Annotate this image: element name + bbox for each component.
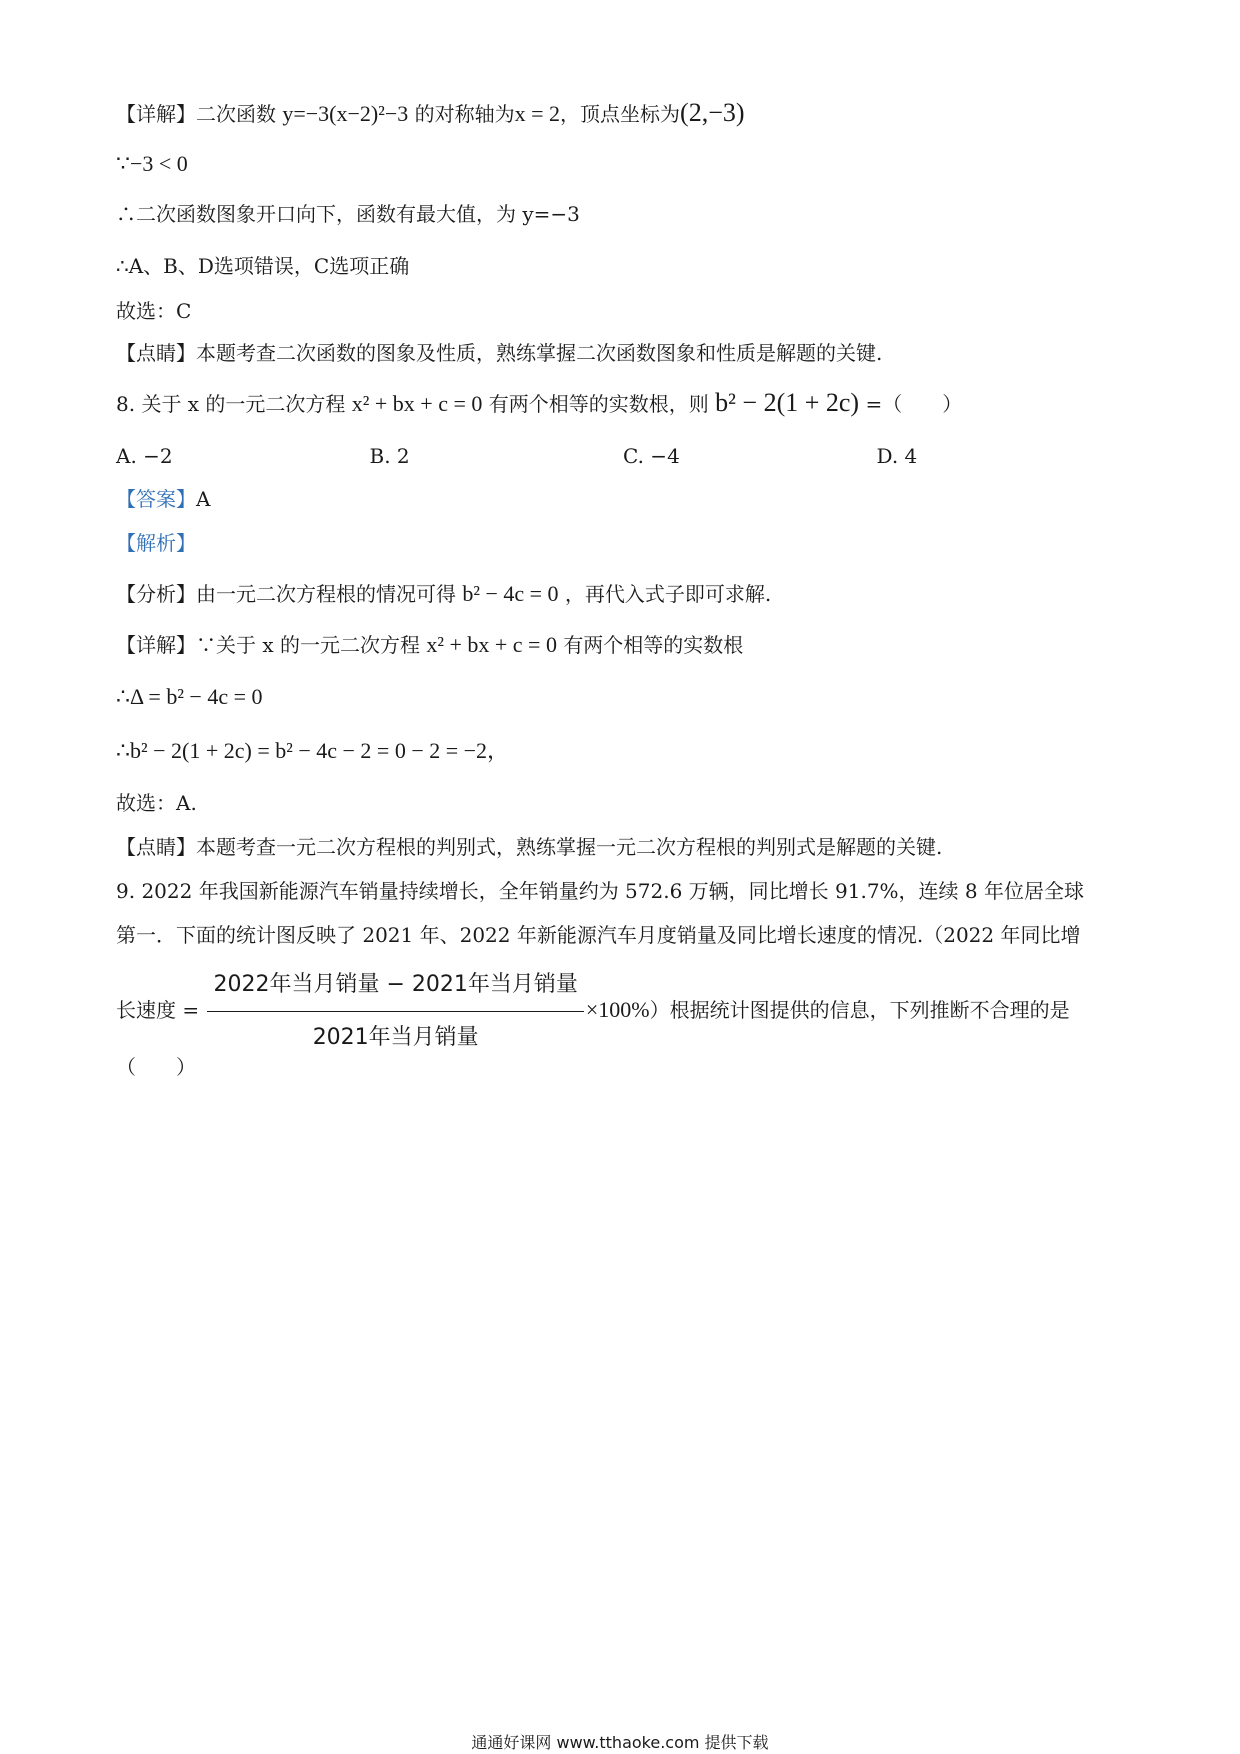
text: ，顶点坐标为 (560, 102, 681, 126)
growth-rate-fraction (207, 962, 583, 1061)
question-9-line-3 (116, 962, 1130, 1061)
formula: y=−3(x−2)²−3 (282, 101, 409, 126)
options-row (116, 441, 1130, 471)
delta-line: ∴Δ = b² − 4c = 0 (116, 684, 263, 709)
choose-line-2: 故选：A. (116, 791, 197, 815)
text: ∵关于 x 的一元二次方程 (196, 633, 420, 657)
formula: x² + bx + c = 0 (351, 391, 483, 416)
question-9-line-2: 第一．下面的统计图反映了 2021 年、2022 年新能源汽车月度销量及同比增长速度的情况.（2022 年同比增 (116, 923, 1081, 947)
question-text: 有两个相等的实数根，则 (488, 392, 709, 416)
formula: ×100% (585, 997, 650, 1022)
analysis-line (116, 579, 1130, 609)
calc-line: ∴b² − 2(1 + 2c) = b² − 4c − 2 = 0 − 2 = −2， (116, 738, 510, 763)
page-footer: 通通好课网 www.tthaoke.com 提供下载 (471, 1733, 769, 1752)
formula-axis: x = 2 (514, 101, 561, 126)
detail-line-2 (116, 630, 1130, 660)
formula: b² − 4c = 0 (462, 581, 559, 606)
fraction-denominator: 2021年当月销量 (312, 1025, 479, 1050)
comment-line-1 (116, 338, 1130, 368)
text: 的对称轴为 (414, 102, 515, 126)
detail-tag: 【详解】 (116, 102, 196, 126)
answer-line (116, 484, 1130, 514)
answer-value: A (196, 487, 211, 511)
comment-tag: 【点睛】 (116, 341, 196, 365)
detail-tag: 【详解】 (116, 633, 196, 657)
analysis-tag: 【分析】 (116, 582, 196, 606)
formula: b² − 2(1 + 2c) (715, 388, 860, 417)
question-text: =（ ） (865, 392, 963, 416)
therefore-line-1: ∴二次函数图象开口向下，函数有最大值，为 y=−3 (116, 202, 580, 226)
formula-vertex: (2,−3) (680, 98, 745, 127)
comment-line-2 (116, 832, 1130, 862)
comment-tag: 【点睛】 (116, 835, 196, 859)
text: ，再代入式子即可求解. (564, 582, 772, 606)
jiexi-tag: 【解析】 (116, 531, 196, 555)
since-line: ∵−3 < 0 (116, 151, 188, 176)
formula: x² + bx + c = 0 (426, 632, 557, 657)
question-9-line-4: （ ） (116, 1055, 196, 1079)
fraction-numerator: 2022年当月销量 − 2021年当月销量 (207, 962, 583, 1012)
text: 长速度 = (116, 998, 200, 1022)
comment-text: 本题考查二次函数的图象及性质，熟练掌握二次函数图象和性质是解题的关键. (196, 341, 883, 365)
text: 有两个相等的实数根 (563, 633, 744, 657)
option-a: A. −2 (116, 444, 173, 468)
text: ）根据统计图提供的信息，下列推断不合理的是 (649, 998, 1070, 1022)
option-d: D. 4 (876, 444, 918, 468)
therefore-line-2: ∴A、B、D选项错误，C选项正确 (116, 254, 410, 278)
text: 二次函数 (196, 102, 276, 126)
question-8 (116, 388, 1130, 419)
text: 由一元二次方程根的情况可得 (196, 582, 456, 606)
choose-line-1: 故选：C (116, 299, 192, 323)
question-9-line-1: 9. 2022 年我国新能源汽车销量持续增长，全年销量约为 572.6 万辆，同比增长 91.7%，连续 8 年位居全球 (116, 879, 1084, 903)
answer-tag: 【答案】 (116, 487, 196, 511)
detail-line-1 (116, 98, 1130, 129)
option-b: B. 2 (369, 444, 410, 468)
question-text: 8. 关于 x 的一元二次方程 (116, 392, 346, 416)
comment-text: 本题考查一元二次方程根的判别式，熟练掌握一元二次方程根的判别式是解题的关键. (196, 835, 943, 859)
option-c: C. −4 (623, 444, 680, 468)
